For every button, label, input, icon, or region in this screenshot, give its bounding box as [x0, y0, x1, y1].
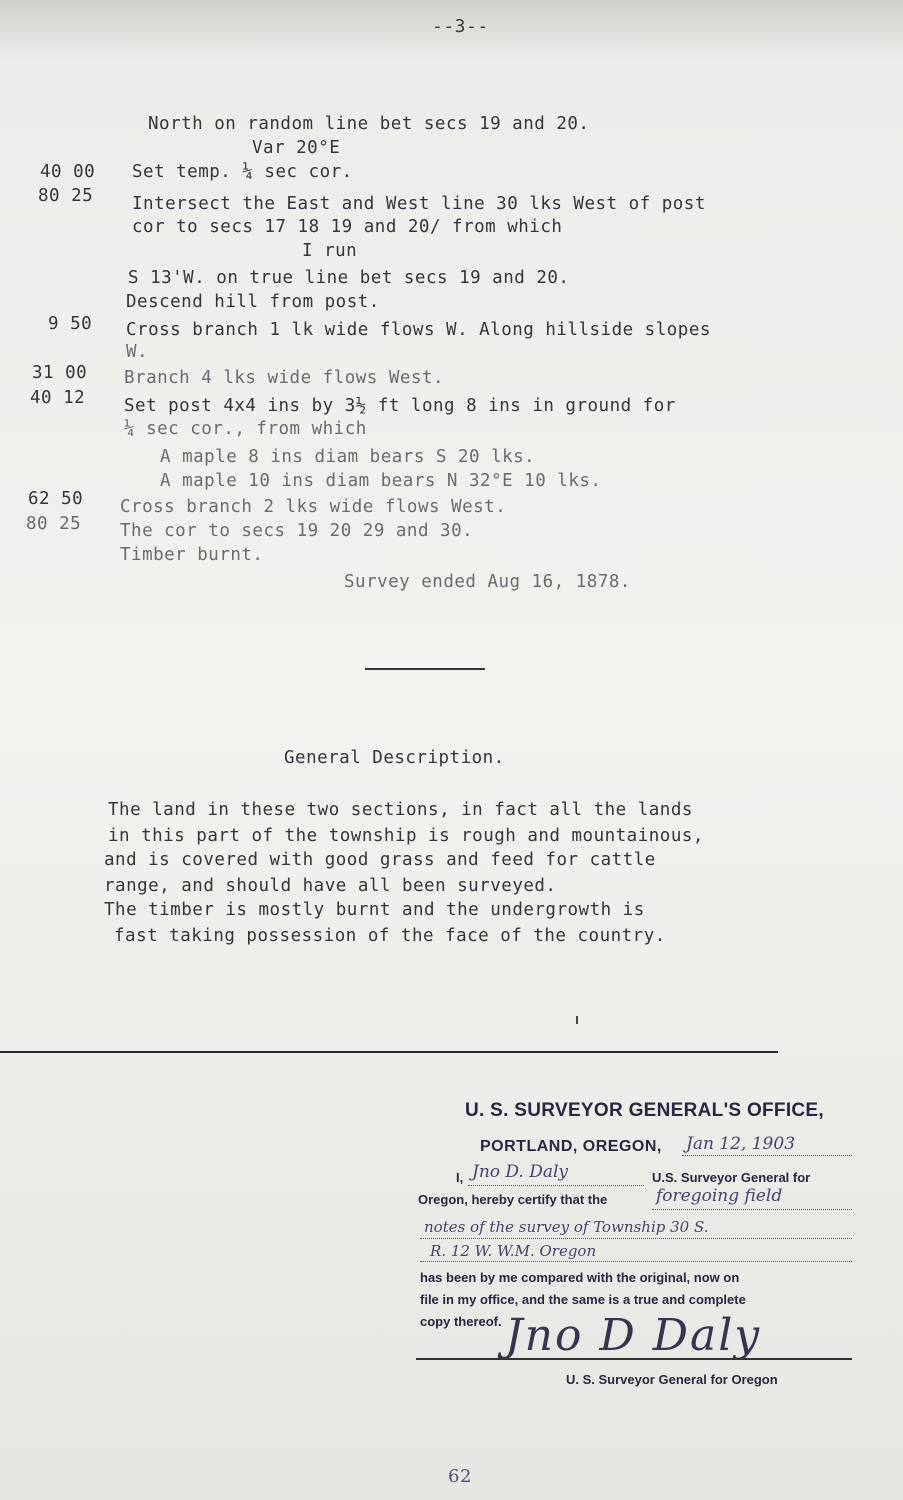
chain-value: 9 50 — [48, 314, 93, 334]
note-line: A maple 8 ins diam bears S 20 lks. — [160, 447, 536, 467]
note-line: Set post 4x4 ins by 3½ ft long 8 ins in ground for — [124, 396, 676, 416]
cert-line: has been by me compared with the original, now on — [420, 1270, 740, 1285]
description-line: The timber is mostly burnt and the undergrowth is — [104, 900, 645, 920]
note-line: Timber burnt. — [120, 545, 264, 565]
certificate-date: Jan 12, 1903 — [686, 1134, 796, 1154]
note-line: Branch 4 lks wide flows West. — [124, 368, 445, 388]
chain-value: 40 12 — [30, 388, 86, 408]
chain-value: 62 50 — [28, 489, 84, 509]
desc-line — [420, 1261, 852, 1262]
chain-value: 80 25 — [26, 514, 82, 534]
notes-heading: North on random line bet secs 19 and 20. — [148, 114, 590, 134]
date-line — [682, 1155, 852, 1156]
note-line: A maple 10 ins diam bears N 32°E 10 lks. — [160, 471, 602, 491]
description-line: and is covered with good grass and feed for cattle — [104, 850, 656, 870]
section-divider — [365, 668, 485, 670]
chain-value: 80 25 — [38, 186, 94, 206]
description-line: in this part of the township is rough and mountainous, — [108, 826, 704, 846]
note-line: W. — [126, 342, 149, 362]
signature: Jno D Daly — [505, 1310, 762, 1361]
cert-line: I, — [456, 1170, 464, 1185]
certifier-name: Jno D. Daly — [472, 1162, 569, 1182]
cert-line: file in my office, and the same is a true and complete — [420, 1292, 746, 1307]
desc-line — [420, 1238, 852, 1239]
name-line — [468, 1185, 644, 1186]
description-line: The land in these two sections, in fact all the lands — [108, 800, 693, 820]
cert-line: U.S. Surveyor General for — [652, 1170, 811, 1185]
footer-page-number: 62 — [448, 1466, 472, 1487]
page-number: --3-- — [432, 16, 489, 37]
note-line: Cross branch 1 lk wide flows W. Along hillside slopes — [126, 320, 711, 340]
description-line: fast taking possession of the face of the country. — [114, 926, 666, 946]
stray-mark — [576, 1016, 578, 1024]
notes-variation: Var 20°E — [252, 138, 341, 158]
cert-line: copy thereof. — [420, 1314, 502, 1329]
desc-line — [652, 1209, 852, 1210]
cert-handwritten: foregoing field — [656, 1186, 783, 1206]
note-line: I run — [302, 241, 358, 261]
note-line: Cross branch 2 lks wide flows West. — [120, 497, 507, 517]
note-line: Intersect the East and West line 30 lks West of post — [132, 194, 706, 214]
description-line: range, and should have all been surveyed. — [104, 876, 557, 896]
general-description-heading: General Description. — [284, 748, 505, 768]
cert-handwritten: R. 12 W. W.M. Oregon — [430, 1242, 597, 1260]
page-divider — [0, 1051, 778, 1053]
note-line: S 13'W. on true line bet secs 19 and 20. — [128, 268, 570, 288]
cert-line: Oregon, hereby certify that the — [418, 1192, 608, 1207]
signature-line — [416, 1358, 852, 1360]
note-line: Descend hill from post. — [126, 292, 380, 312]
note-line: cor to secs 17 18 19 and 20/ from which — [132, 217, 563, 237]
office-title: U. S. SURVEYOR GENERAL'S OFFICE, — [465, 1100, 824, 1121]
note-line: ¼ sec cor., from which — [124, 419, 367, 439]
survey-end: Survey ended Aug 16, 1878. — [344, 572, 631, 592]
chain-value: 31 00 — [32, 363, 88, 383]
office-place: PORTLAND, OREGON, — [480, 1138, 662, 1155]
chain-value: 40 00 — [40, 162, 96, 182]
note-line: The cor to secs 19 20 29 and 30. — [120, 521, 474, 541]
signature-title: U. S. Surveyor General for Oregon — [566, 1372, 778, 1387]
note-line: Set temp. ¼ sec cor. — [132, 162, 353, 182]
cert-handwritten: notes of the survey of Township 30 S. — [424, 1218, 709, 1236]
